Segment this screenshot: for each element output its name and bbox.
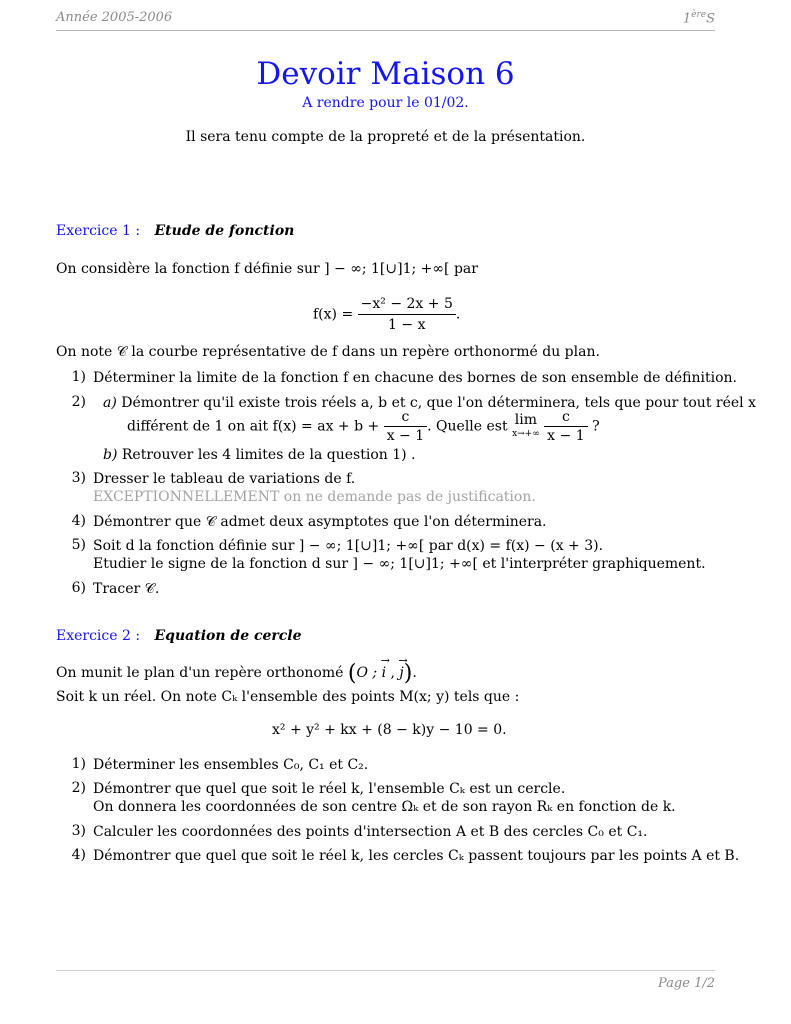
ex2-label: Exercice 2 :: [56, 628, 141, 644]
ex1-q6-number: 6): [71, 580, 86, 596]
ex1-label: Exercice 1 :: [56, 223, 141, 239]
ex1-q2a-fraction2: $\frac{c}{x - 1}$: [544, 408, 587, 445]
ex1-q3-note: EXCEPTIONNELLEMENT on ne demande pas de justification.: [93, 489, 536, 505]
ex2-q3: Calculer les coordonnées des points d'intersection A et B des cercles C₀ et C₁.: [93, 824, 648, 840]
ex1-q2-number: 2): [71, 394, 86, 410]
ex2-intro: On munit le plan d'un repère orthonomé (O ; → i , → j).: [56, 664, 417, 683]
footer-rule: [56, 970, 715, 971]
vector-i: → i: [382, 664, 386, 682]
ex2-q2-line1: Démontrer que quel que soit le réel k, l'ensemble Cₖ est un cercle.: [93, 781, 566, 797]
ex1-q3: Dresser le tableau de variations de f.: [93, 471, 356, 487]
header-class: 1èreS: [682, 10, 715, 27]
ex2-title: Equation de cercle: [154, 628, 302, 644]
ex1-q2a-line1: a) Démontrer qu'il existe trois réels a, b et c, que l'on déterminera, tels que pour tout réel x: [103, 395, 756, 411]
ex2-q4-number: 4): [71, 847, 86, 863]
ex2-q3-number: 3): [71, 823, 86, 839]
ex2-heading: [56, 627, 302, 645]
ex1-heading: [56, 222, 294, 240]
ex1-intro: On considère la fonction f définie sur ] − ∞; 1[∪]1; +∞[ par: [56, 261, 478, 277]
ex1-q3-number: 3): [71, 470, 86, 486]
vector-j: → j: [399, 664, 403, 682]
ex1-q2a-limit: lim x→+∞: [512, 411, 540, 439]
ex1-q1: Déterminer la limite de la fonction f en chacune des bornes de son ensemble de définition.: [93, 370, 737, 386]
ex2-intro2: Soit k un réel. On note Cₖ l'ensemble des points M(x; y) tels que :: [56, 689, 520, 705]
due-date: A rendre pour le 01/02.: [302, 95, 469, 111]
ex1-function-fraction: $\frac{\text{−x² − 2x + 5}}{1 - x}$: [358, 294, 456, 335]
ex1-q5-line1: Soit d la fonction définie sur ] − ∞; 1[∪]1; +∞[ par d(x) = f(x) − (x + 3).: [93, 538, 604, 554]
ex1-q1-number: 1): [71, 369, 86, 385]
ex2-q2-number: 2): [71, 780, 86, 796]
page-title: Devoir Maison 6: [256, 56, 515, 92]
ex1-title: Etude de fonction: [154, 223, 295, 239]
ex1-q4-number: 4): [71, 513, 86, 529]
ex2-q2-line2: On donnera les coordonnées de son centre Ωₖ et de son rayon Rₖ en fonction de k.: [93, 799, 676, 815]
ex2-q1-number: 1): [71, 756, 86, 772]
header-rule: [56, 30, 715, 31]
ex1-curve-note: On note 𝒞 la courbe représentative de f dans un repère orthonormé du plan.: [56, 344, 600, 360]
ex1-q2a-fraction: $\frac{c}{x - 1}$: [384, 408, 427, 445]
ex1-q4: Démontrer que 𝒞 admet deux asymptotes que l'on déterminera.: [93, 514, 547, 530]
ex2-q1: Déterminer les ensembles C₀, C₁ et C₂.: [93, 757, 369, 773]
ex1-q2b: b) Retrouver les 4 limites de la question 1) .: [103, 447, 416, 463]
ex1-q6: Tracer 𝒞.: [93, 581, 160, 597]
presentation-note: Il sera tenu compte de la propreté et de la présentation.: [185, 129, 586, 145]
ex1-q5-line2: Etudier le signe de la fonction d sur ] − ∞; 1[∪]1; +∞[ et l'interpréter graphiquement.: [93, 556, 706, 572]
ex1-q5-number: 5): [71, 537, 86, 553]
ex2-equation: x² + y² + kx + (8 − k)y − 10 = 0.: [272, 722, 507, 738]
ex2-q4: Démontrer que quel que soit le réel k, les cercles Cₖ passent toujours par les points A et B.: [93, 848, 740, 864]
page-number: Page 1/2: [658, 976, 715, 991]
ex1-q2a-line2: différent de 1 on ait f(x) = ax + b + $\frac{c}{x - 1}$ . Quelle est lim x→+∞ $\frac{c}{x - 1}$ ?: [127, 409, 600, 444]
ex1-function-def: f(x) = $\frac{\text{−x² − 2x + 5}}{1 - x}$ .: [313, 296, 461, 333]
header-year: Année 2005-2006: [56, 10, 173, 25]
